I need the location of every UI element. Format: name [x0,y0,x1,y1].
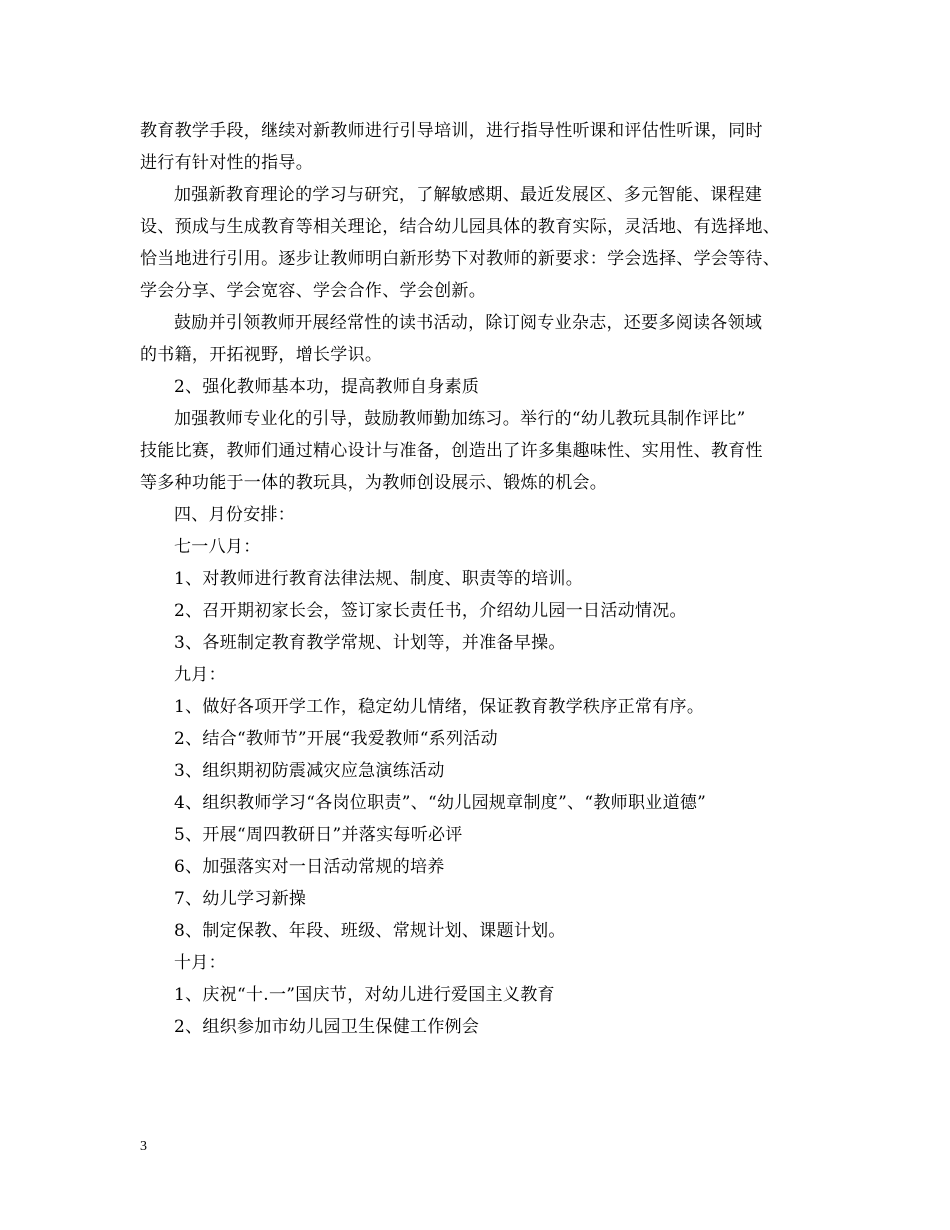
text-line: 鼓励并引领教师开展经常性的读书活动，除订阅专业杂志，还要多阅读各领域 [174,313,763,333]
text-line: 设、预成与生成教育等相关理论，结合幼儿园具体的教育实际，灵活地、有选择地、 [140,217,781,237]
text-line: 学会分享、学会宽容、学会合作、学会创新。 [140,281,486,301]
text-line: 2、组织参加市幼儿园卫生保健工作例会 [174,1017,480,1037]
text-line: 8、制定保教、年段、班级、常规计划、课题计划。 [174,921,566,941]
text-line: 2、召开期初家长会，签订家长责任书，介绍幼儿园一日活动情况。 [174,601,687,621]
text-line: 1、庆祝“十.一”国庆节，对幼儿进行爱国主义教育 [174,985,555,1005]
text-line: 四、月份安排： [174,505,296,525]
text-line: 十月： [174,953,226,973]
text-line: 1、对教师进行教育法律法规、制度、职责等的培训。 [174,569,584,589]
text-line: 加强教师专业化的引导，鼓励教师勤加练习。举行的“幼儿教玩具制作评比” [174,409,746,429]
text-line: 等多种功能于一体的教玩具，为教师创设展示、锻炼的机会。 [140,473,608,493]
text-line: 7、幼儿学习新操 [174,889,307,909]
text-line: 4、组织教师学习“各岗位职责”、“幼儿园规章制度”、“教师职业道德” [174,793,707,813]
text-line: 教育教学手段，继续对新教师进行引导培训，进行指导性听课和评估性听课，同时 [140,121,763,141]
text-line: 进行有针对性的指导。 [140,153,313,173]
text-line: 1、做好各项开学工作，稳定幼儿情绪，保证教育教学秩序正常有序。 [174,697,705,717]
text-line: 九月： [174,665,226,685]
text-line: 2、结合“教师节”开展“我爱教师“系列活动 [174,729,498,749]
document-body [140,115,820,1043]
text-line: 5、开展“周四教研日”并落实每听必评 [174,825,463,845]
text-line: 七一八月： [174,537,261,557]
text-line: 3、各班制定教育教学常规、计划等，并准备早操。 [174,633,566,653]
text-line: 的书籍，开拓视野，增长学识。 [140,345,383,365]
text-line: 2、强化教师基本功，提高教师自身素质 [174,377,480,397]
page-number: 3 [140,1139,147,1154]
text-line: 恰当地进行引用。逐步让教师明白新形势下对教师的新要求：学会选择、学会等待、 [140,249,781,269]
text-line: 3、组织期初防震减灾应急演练活动 [174,761,445,781]
text-line: 6、加强落实对一日活动常规的培养 [174,857,445,877]
text-line: 加强新教育理论的学习与研究，了解敏感期、最近发展区、多元智能、课程建 [174,185,763,205]
text-line: 技能比赛，教师们通过精心设计与准备，创造出了许多集趣味性、实用性、教育性 [140,441,763,461]
